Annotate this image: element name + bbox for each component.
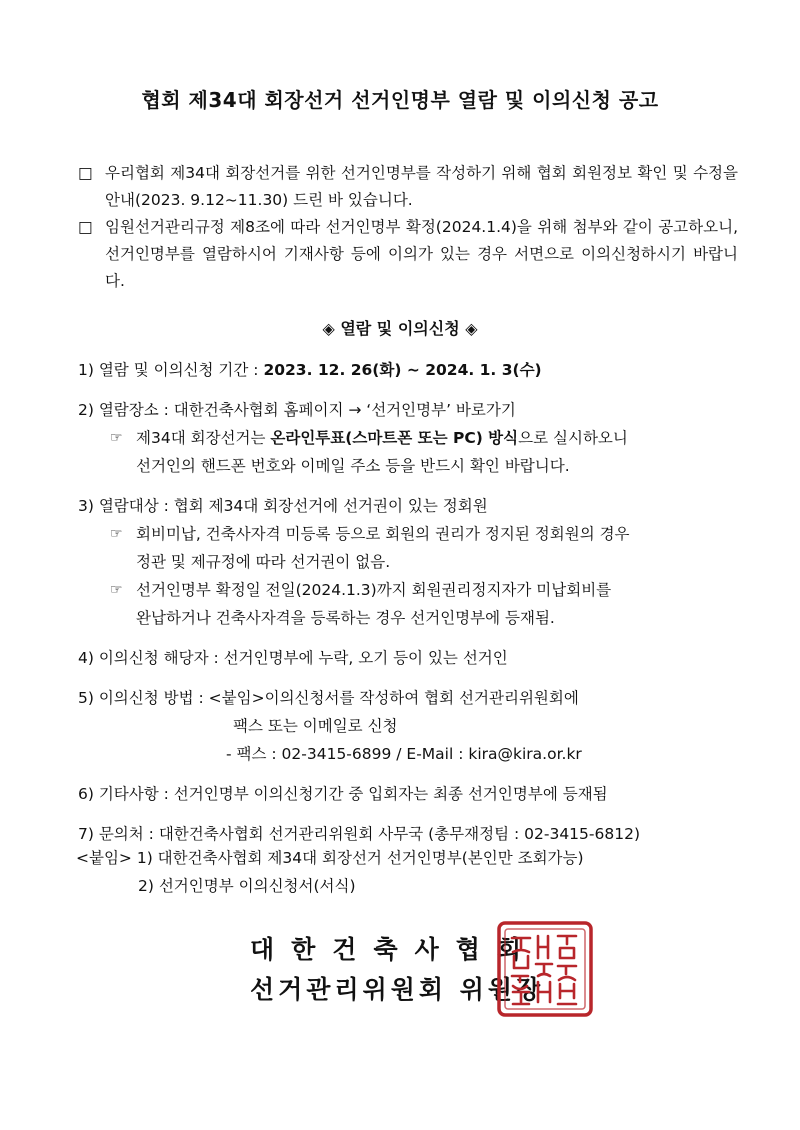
attachment-2: 2) 선거인명부 이의신청서(서식) (138, 877, 356, 895)
target-note-1-text: 회비미납, 건축사자격 미등록 등으로 회원의 권리가 정지된 정회원의 경우 (136, 525, 630, 543)
intro-text-2: 임원선거관리규정 제8조에 따라 선거인명부 확정(2024.1.4)을 위해 첨부와 같이 공고하오니, 선거인명부를 열람하시어 기재사항 등에 이의가 있는 경우 서면으로 이의신청하시기 바랍니다. (105, 218, 738, 290)
target-note-1 (78, 520, 738, 576)
attachment-1: <붙임> 1) 대한건축사협회 제34대 회장선거 선거인명부(본인만 조회가능) (76, 849, 584, 867)
target-note-2-text: 선거인명부 확정일 전일(2024.1.3)까지 회원권리정지자가 미납회비를 (136, 581, 612, 599)
location-note-pre: 제34대 회장선거는 (136, 429, 271, 447)
target-note-2 (78, 576, 738, 632)
attachments (76, 844, 736, 900)
checkbox-bullet-icon: □ (78, 218, 93, 236)
item-period (78, 356, 738, 384)
location-note-cont: 선거인의 핸드폰 번호와 이메일 주소 등을 반드시 확인 바랍니다. (136, 457, 570, 475)
method-cont: 팩스 또는 이메일로 신청 (233, 717, 398, 735)
item-etc (78, 780, 738, 808)
intro-paragraph-1 (78, 160, 738, 214)
target-note-2-cont: 완납하거나 건축사자격을 등록하는 경우 선거인명부에 등재됨. (136, 609, 555, 627)
details-list (78, 356, 738, 860)
item-eligible (78, 644, 738, 672)
intro-text-1: 우리협회 제34대 회장선거를 위한 선거인명부를 작성하기 위해 협회 회원정보 확인 및 수정을 안내(2023. 9.12~11.30) 드린 바 있습니다. (105, 164, 738, 209)
contact-text: 7) 문의처 : 대한건축사협회 선거관리위원회 사무국 (총무재정팀 : 02-3415-6812) (78, 825, 640, 843)
period-value: 2023. 12. 26(화) ~ 2024. 1. 3(수) (263, 361, 542, 379)
item-location (78, 396, 738, 480)
method-contact: - 팩스 : 02-3415-6899 / E-Mail : kira@kira.or.kr (226, 745, 582, 763)
official-seal-icon (496, 920, 594, 1018)
item-target (78, 492, 738, 632)
location-text: 2) 열람장소 : 대한건축사협회 홈페이지 → ‘선거인명부’ 바로가기 (78, 401, 516, 419)
target-note-1-cont: 정관 및 제규정에 따라 선거권이 없음. (136, 553, 391, 571)
period-label: 1) 열람 및 이의신청 기간 : (78, 361, 264, 379)
etc-text: 6) 기타사항 : 선거인명부 이의신청기간 중 입회자는 최종 선거인명부에 등재됨 (78, 785, 608, 803)
intro-paragraph-2 (78, 214, 738, 295)
document-title: 협회 제34대 회장선거 선거인명부 열람 및 이의신청 공고 (141, 88, 659, 112)
intro-section (78, 160, 738, 295)
location-note (78, 424, 738, 480)
pointing-hand-icon: ☞ (110, 526, 123, 542)
location-note-post: 으로 실시하오니 (518, 429, 628, 447)
pointing-hand-icon: ☞ (110, 582, 123, 598)
target-text: 3) 열람대상 : 협회 제34대 회장선거에 선거권이 있는 정회원 (78, 497, 488, 515)
signature-org: 대한건축사협회 (250, 935, 539, 964)
pointing-hand-icon: ☞ (110, 430, 123, 446)
eligible-text: 4) 이의신청 해당자 : 선거인명부에 누락, 오기 등이 있는 선거인 (78, 649, 508, 667)
item-method (78, 684, 738, 768)
checkbox-bullet-icon: □ (78, 164, 93, 182)
section-title: ◈ 열람 및 이의신청 ◈ (322, 319, 478, 338)
location-note-bold: 온라인투표(스마트폰 또는 PC) 방식 (270, 429, 519, 447)
signature-committee: 선거관리위원회 위원장 (250, 975, 545, 1004)
method-text: 5) 이의신청 방법 : <붙임>이의신청서를 작성하여 협회 선거관리위원회에 (78, 689, 579, 707)
